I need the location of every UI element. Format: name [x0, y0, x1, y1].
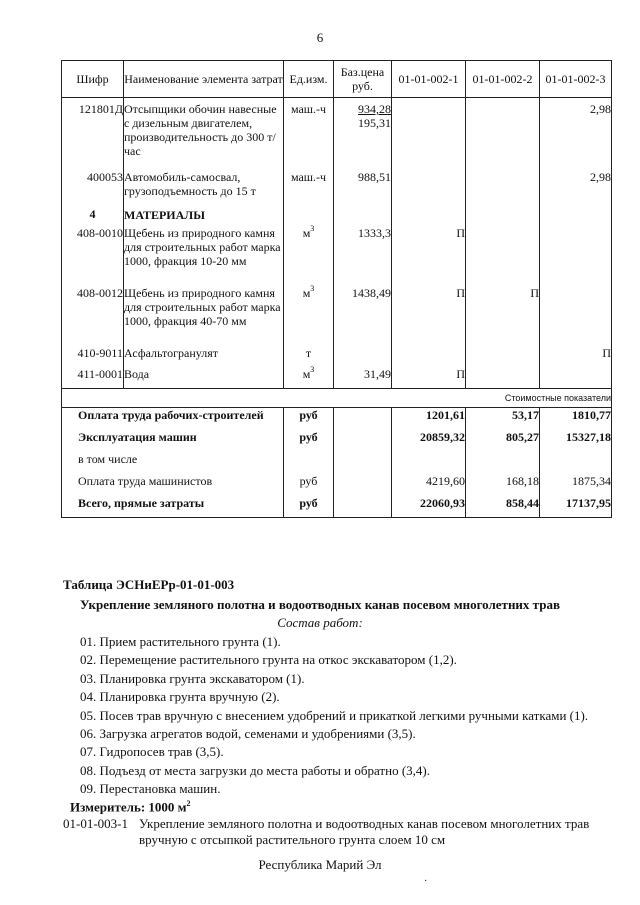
list-item: 06. Загрузка агрегатов водой, семенами и удобрениями (3,5).: [80, 725, 416, 741]
cost-row: [62, 496, 612, 518]
section-title: МАТЕРИАЛЫ: [124, 204, 284, 226]
header-col-2: 01-01-002-2: [466, 61, 540, 98]
cost-label: в том числе: [62, 452, 284, 474]
table-row: [62, 170, 612, 204]
row-v2: [466, 226, 540, 286]
list-item: 05. Посев трав вручную с внесением удобрений и прикаткой легкими ручными катками (1).: [80, 707, 589, 723]
row-v1: [392, 98, 466, 170]
row-unit: маш.-ч: [284, 98, 334, 170]
table-row: [62, 98, 612, 170]
row-name: Щебень из природного камня для строительных работ марка 1000, фракция 10-20 мм: [124, 226, 284, 286]
cost-label: Эксплуатация машин: [62, 430, 284, 452]
unit-text: м: [302, 366, 311, 381]
row-name: Автомобиль-самосвал, грузоподъемность до 15 т: [124, 170, 284, 204]
meter-label: [70, 799, 191, 815]
cost-unit: [284, 452, 334, 474]
row-price: [334, 346, 392, 367]
footer-mark: ·: [424, 876, 428, 887]
row-unit: маш.-ч: [284, 170, 334, 204]
row-unit: [284, 223, 334, 286]
resource-table: [61, 60, 612, 518]
cost-unit: руб: [284, 474, 334, 496]
row-price: [334, 98, 392, 170]
cost-caption-row: [62, 389, 612, 408]
section-number: 4: [62, 204, 124, 226]
header-price: Баз.цена руб.: [334, 61, 392, 98]
cost-label: Оплата труда машинистов: [62, 474, 284, 496]
meter-sup: 2: [186, 799, 191, 808]
cost-unit: руб: [284, 408, 334, 430]
row-v3: [540, 367, 612, 389]
price-top: 934,28: [358, 102, 391, 116]
list-item: 08. Подъезд от места загрузки до места работы и обратно (3,4).: [80, 762, 430, 778]
row-unit: [284, 346, 334, 367]
row-v1: [392, 346, 466, 367]
unit-text: м: [302, 225, 311, 240]
unit-text: м: [302, 285, 311, 300]
row-v3: 2,98: [540, 170, 612, 204]
list-item: 09. Перестановка машин.: [80, 781, 221, 797]
cost-v2: 53,17: [466, 408, 540, 430]
meter-text: Измеритель: 1000 м: [70, 799, 187, 815]
cost-row: [62, 452, 612, 474]
cost-row: [62, 408, 612, 430]
table-row: [62, 346, 612, 367]
cost-unit: руб: [284, 430, 334, 452]
cost-v1: 4219,60: [392, 474, 466, 496]
row-v2: [466, 367, 540, 389]
list-item: 02. Перемещение растительного грунта на откос экскаватором (1,2).: [80, 652, 457, 668]
unit-text: т: [305, 345, 312, 360]
row-v2: [466, 346, 540, 367]
row-code: 410-9011: [62, 346, 124, 367]
row-name: Асфальтогранулят: [124, 346, 284, 367]
cost-v1: 22060,93: [392, 496, 466, 518]
row-v2: [466, 170, 540, 204]
cost-v2: 858,44: [466, 496, 540, 518]
cost-v1: 20859,32: [392, 430, 466, 452]
row-v3: [540, 226, 612, 286]
row-unit: [284, 283, 334, 346]
row-price: 31,49: [334, 367, 392, 389]
cost-v2: 168,18: [466, 474, 540, 496]
row-v2: [466, 98, 540, 170]
header-name: Наименование элемента затрат: [124, 61, 284, 98]
list-item: 03. Планировка грунта экскаватором (1).: [80, 670, 305, 686]
cost-v3: 17137,95: [540, 496, 612, 518]
row-code: 408-0010: [62, 226, 124, 286]
cost-caption: Стоимостные показатели: [62, 389, 612, 408]
unit-sup: 3: [310, 283, 315, 293]
cost-label: Всего, прямые затраты: [62, 496, 284, 518]
row-v3: [540, 286, 612, 346]
cost-v1: 1201,61: [392, 408, 466, 430]
row-v1: [392, 170, 466, 204]
header-col-3: 01-01-002-3: [540, 61, 612, 98]
table-row: [62, 226, 612, 286]
page-number: 6: [316, 30, 324, 45]
header-unit: Ед.изм.: [284, 61, 334, 98]
price-bottom: 195,31: [358, 116, 391, 130]
cost-row: [62, 430, 612, 452]
table-header-row: [62, 61, 612, 98]
row-v1: П: [392, 286, 466, 346]
row-code: 121801Д: [62, 98, 124, 170]
row-price: 988,51: [334, 170, 392, 204]
norm-text: Укрепление земляного полотна и водоотводных канав посевом многолетних трав вручную с отсыпкой растительного грунта слоем 10 см: [139, 816, 590, 847]
cost-label: Оплата труда рабочих-строителей: [62, 408, 284, 430]
row-unit: [284, 364, 334, 389]
norm-entry: [63, 816, 623, 848]
row-name: Вода: [124, 367, 284, 389]
table-row: [62, 367, 612, 389]
cost-v1: [392, 452, 466, 474]
cost-row: [62, 474, 612, 496]
row-v1: П: [392, 367, 466, 389]
cost-v2: [466, 452, 540, 474]
cost-v3: 15327,18: [540, 430, 612, 452]
list-item: 01. Прием растительного грунта (1).: [80, 634, 281, 649]
row-code: 400053: [62, 170, 124, 204]
row-v3: П: [540, 346, 612, 367]
cost-unit: руб: [284, 496, 334, 518]
list-item: 04. Планировка грунта вручную (2).: [80, 689, 280, 705]
unit-sup: 3: [310, 364, 315, 374]
composition-heading: Состав работ:: [277, 615, 363, 630]
row-price: 1333,3: [334, 226, 392, 286]
row-name: Отсыпщики обочин навесные с дизельным двигателем, производительность до 300 т/час: [124, 98, 284, 170]
row-code: 411-0001: [62, 367, 124, 389]
section-table-title: Таблица ЭСНиЕРр-01-01-003: [63, 577, 235, 592]
row-v1: П: [392, 226, 466, 286]
cost-v3: 1875,34: [540, 474, 612, 496]
row-code: 408-0012: [62, 286, 124, 346]
cost-v2: 805,27: [466, 430, 540, 452]
cost-v3: 1810,77: [540, 408, 612, 430]
row-name: Щебень из природного камня для строительных работ марка 1000, фракция 40-70 мм: [124, 286, 284, 346]
section-table-subtitle: Укрепление земляного полотна и водоотводных канав посевом многолетних трав: [80, 597, 560, 612]
header-col-1: 01-01-002-1: [392, 61, 466, 98]
cost-v3: [540, 452, 612, 474]
row-price: 1438,49: [334, 286, 392, 346]
table-row: [62, 286, 612, 346]
header-code: Шифр: [62, 61, 124, 98]
footer-region: Республика Марий Эл: [258, 857, 382, 872]
row-v3: 2,98: [540, 98, 612, 170]
works-list: [80, 633, 588, 799]
row-v2: П: [466, 286, 540, 346]
section-row: [62, 204, 612, 226]
unit-sup: 3: [310, 223, 315, 233]
list-item: 07. Гидропосев трав (3,5).: [80, 744, 224, 760]
norm-code: 01-01-003-1: [63, 816, 128, 831]
